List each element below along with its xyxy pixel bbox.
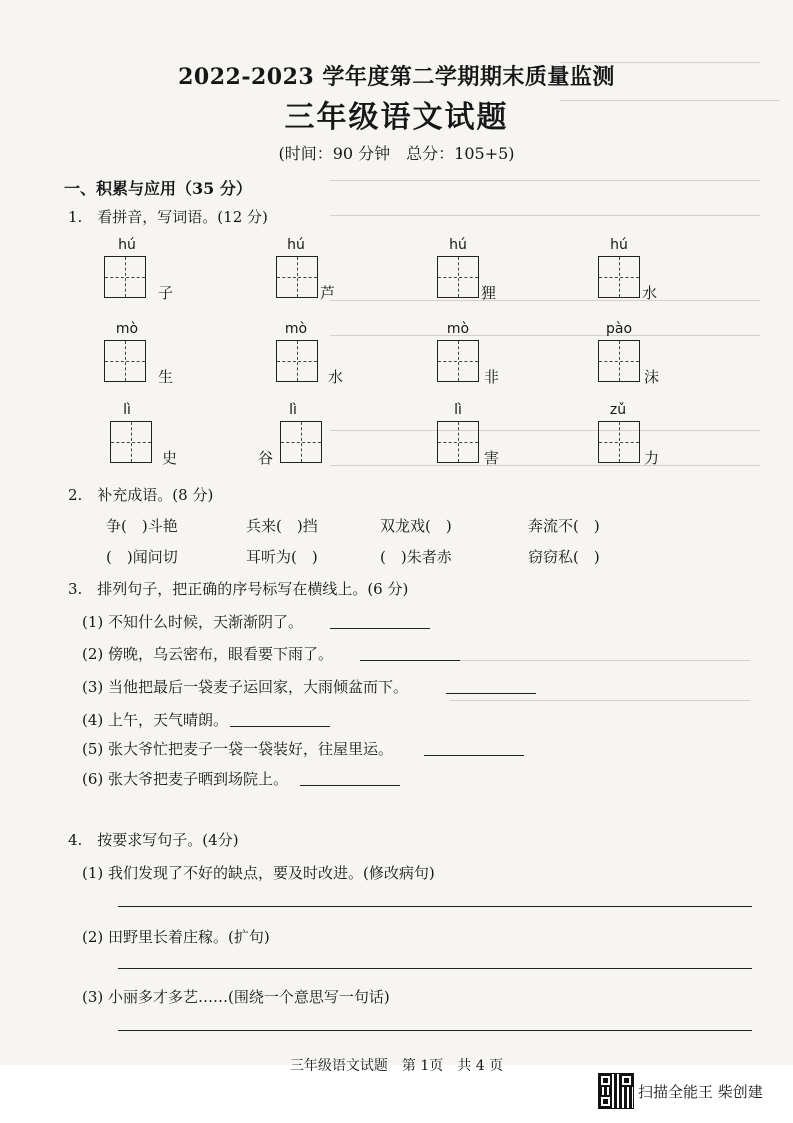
word-suffix: 水 <box>642 284 658 302</box>
answer-line[interactable] <box>118 968 752 969</box>
word-suffix: 沫 <box>644 368 660 386</box>
idiom-item[interactable]: 奔流不( ) <box>528 517 600 535</box>
word-suffix: 子 <box>158 284 174 302</box>
writing-box[interactable] <box>598 421 640 463</box>
pinyin-label: lì <box>123 402 131 418</box>
answer-line[interactable] <box>330 628 430 629</box>
sentence-item: (2) 傍晚，乌云密布，眼看要下雨了。 <box>82 645 334 663</box>
sentence-item: (5) 张大爷忙把麦子一袋一袋装好，往屋里运。 <box>82 740 394 758</box>
pinyin-label: hú <box>610 237 628 253</box>
idiom-item[interactable]: ( )朱者赤 <box>380 548 452 566</box>
pinyin-label: mò <box>446 321 470 337</box>
writing-box[interactable] <box>110 421 152 463</box>
writing-box[interactable] <box>598 256 640 298</box>
writing-box[interactable] <box>437 340 479 382</box>
exam-title: 三年级语文试题 <box>284 100 509 135</box>
answer-line[interactable] <box>360 660 460 661</box>
bleed-line <box>450 660 750 661</box>
bleed-line <box>330 215 760 216</box>
word-suffix: 芦 <box>320 284 336 302</box>
bleed-line <box>330 180 760 181</box>
sentence-item: (4) 上午，天气晴朗。 <box>82 711 229 729</box>
idiom-item[interactable]: 窃窃私( ) <box>528 548 600 566</box>
q2-title: 2. 补充成语。(8 分) <box>68 486 214 504</box>
answer-line[interactable] <box>118 906 752 907</box>
pinyin-label: mò <box>115 321 139 337</box>
bleed-line <box>330 300 760 301</box>
answer-line[interactable] <box>118 1030 752 1031</box>
rewrite-prompt: (2) 田野里长着庄稼。(扩句) <box>82 928 270 946</box>
pinyin-label: hú <box>118 237 136 253</box>
writing-box[interactable] <box>598 340 640 382</box>
sentence-item: (3) 当他把最后一袋麦子运回家，大雨倾盆而下。 <box>82 678 409 696</box>
bleed-line <box>330 335 760 336</box>
section-title: 一、积累与应用（35 分） <box>64 179 252 198</box>
idiom-item[interactable]: 争( )斗艳 <box>106 517 178 535</box>
pinyin-label: lì <box>289 402 297 418</box>
pinyin-label: pào <box>605 321 633 337</box>
bleed-line <box>450 700 750 701</box>
bleed-line <box>330 430 760 431</box>
rewrite-prompt: (1) 我们发现了不好的缺点，要及时改进。(修改病句) <box>82 864 435 882</box>
idiom-item[interactable]: 耳听为( ) <box>246 548 318 566</box>
writing-box[interactable] <box>437 421 479 463</box>
scanner-watermark: 扫描全能王 柴创建 <box>638 1083 763 1101</box>
sentence-item: (1) 不知什么时候，天渐渐阴了。 <box>82 613 304 631</box>
rewrite-prompt: (3) 小丽多才多艺……(围绕一个意思写一句话) <box>82 988 390 1006</box>
bleed-line <box>330 465 760 466</box>
answer-line[interactable] <box>300 785 400 786</box>
word-suffix: 力 <box>644 449 660 467</box>
word-suffix: 水 <box>328 368 344 386</box>
pinyin-label: zǔ <box>609 402 627 418</box>
writing-box[interactable] <box>437 256 479 298</box>
pinyin-label: lì <box>454 402 462 418</box>
word-suffix: 非 <box>484 368 500 386</box>
page-footer: 三年级语文试题 第 1页 共 4 页 <box>289 1058 504 1074</box>
word-suffix: 害 <box>484 449 500 467</box>
word-suffix: 生 <box>158 368 174 386</box>
idiom-item[interactable]: 双龙戏( ) <box>380 517 452 535</box>
exam-time-score: (时间：90 分钟 总分：105+5) <box>278 144 515 163</box>
q4-title: 4. 按要求写句子。(4分) <box>68 831 239 849</box>
pinyin-label: hú <box>449 237 467 253</box>
answer-line[interactable] <box>424 755 524 756</box>
exam-year-title: 2022-2023 学年度第二学期期末质量监测 <box>178 64 615 90</box>
writing-box[interactable] <box>280 421 322 463</box>
qr-code-icon <box>598 1073 634 1109</box>
sentence-item: (6) 张大爷把麦子晒到场院上。 <box>82 770 289 788</box>
word-suffix: 史 <box>162 449 178 467</box>
word-suffix: 狸 <box>481 284 497 302</box>
q3-title: 3. 排列句子，把正确的序号标写在横线上。(6 分) <box>68 580 409 598</box>
pinyin-label: hú <box>287 237 305 253</box>
writing-box[interactable] <box>104 340 146 382</box>
pinyin-label: mò <box>284 321 308 337</box>
answer-line[interactable] <box>230 726 330 727</box>
writing-box[interactable] <box>104 256 146 298</box>
writing-box[interactable] <box>276 340 318 382</box>
answer-line[interactable] <box>446 693 536 694</box>
q1-title: 1. 看拼音，写词语。(12 分) <box>68 208 268 226</box>
idiom-item[interactable]: 兵来( )挡 <box>246 517 318 535</box>
idiom-item[interactable]: ( )闻问切 <box>106 548 178 566</box>
writing-box[interactable] <box>276 256 318 298</box>
word-suffix: 谷 <box>258 449 274 467</box>
